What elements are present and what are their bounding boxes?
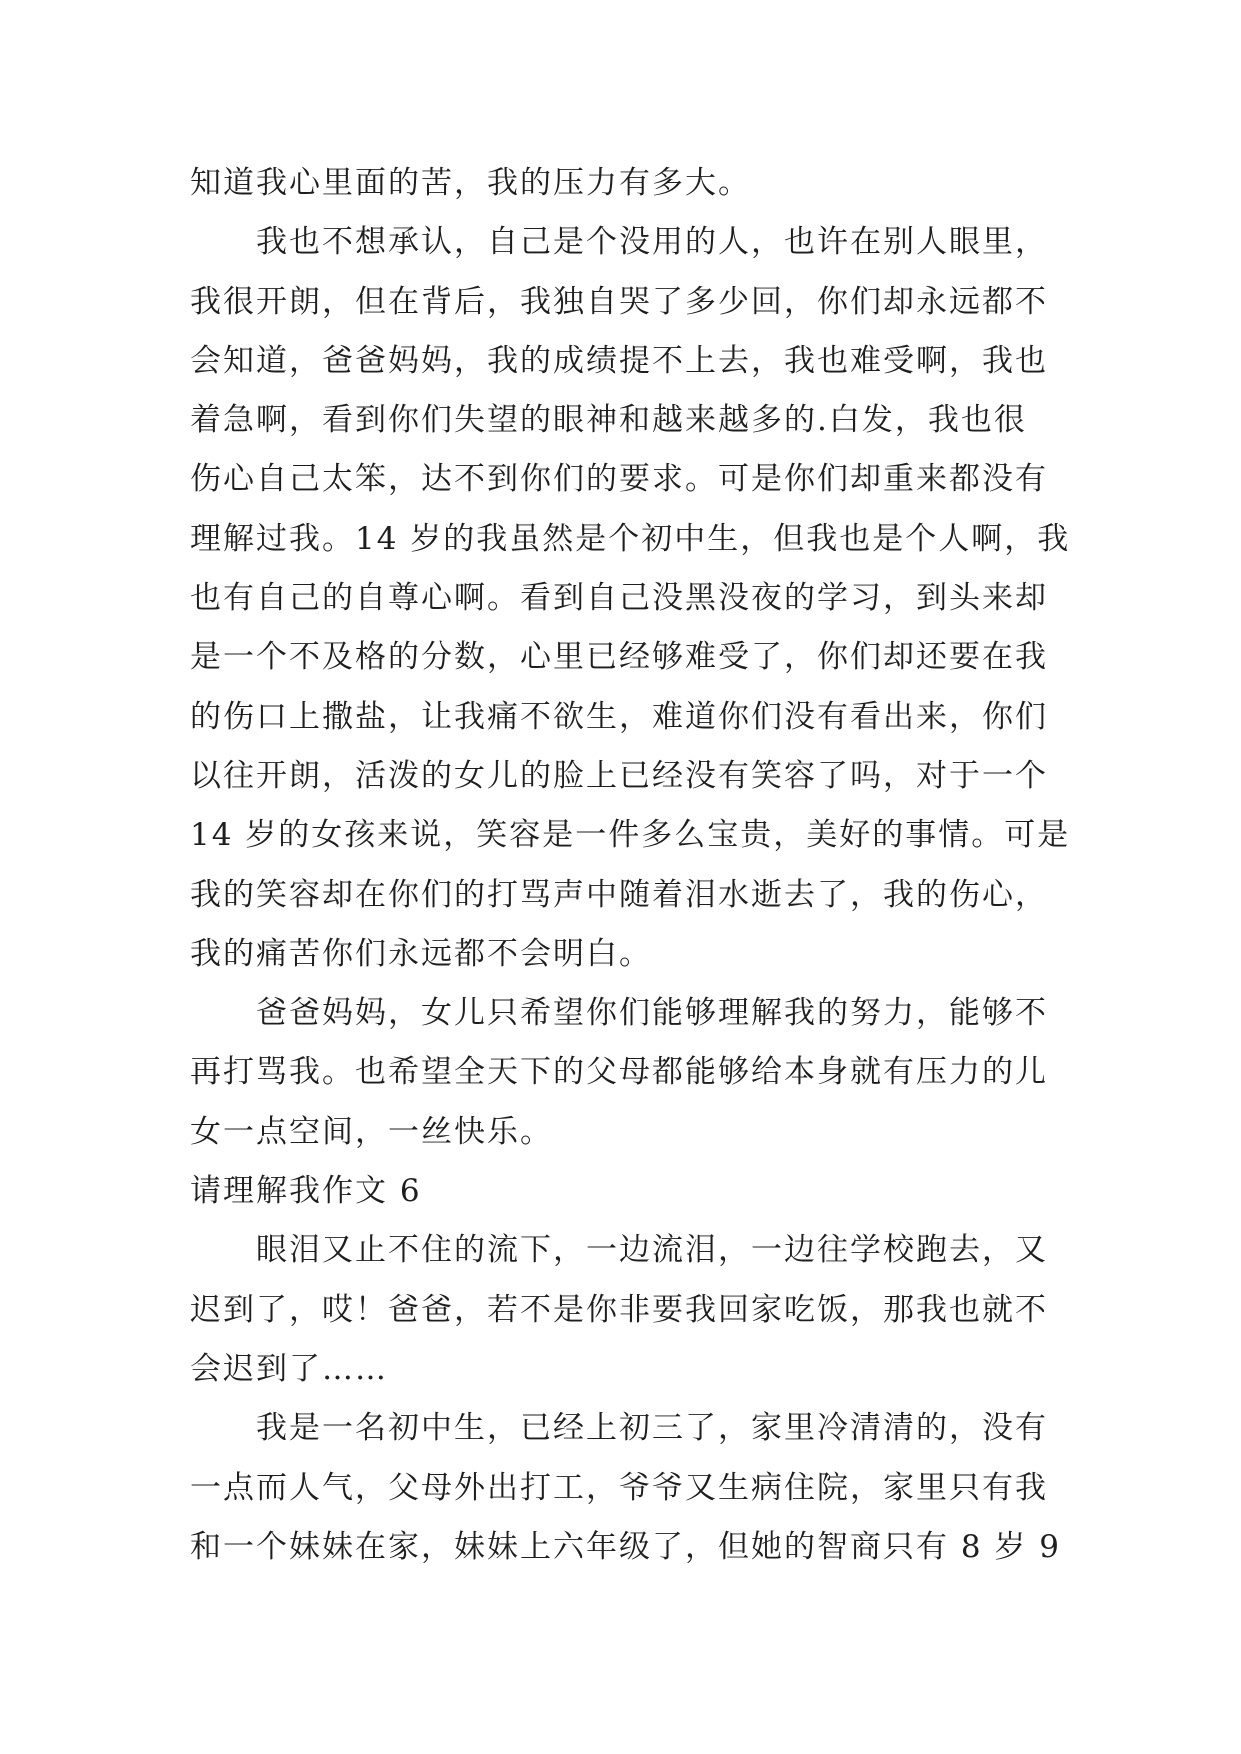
document-body [190,154,1070,1577]
text-line: 的伤口上撒盐，让我痛不欲生，难道你们没有看出来，你们 [190,698,1048,735]
text-line: 14 岁的女孩来说，笑容是一件多么宝贵，美好的事情。可是 [190,817,1071,854]
text-line: 会迟到了…… [190,1350,388,1387]
text-line: 和一个妹妹在家，妹妹上六年级了，但她的智商只有 8 岁 9 [190,1528,1062,1565]
text-line: 爸爸妈妈，女儿只希望你们能够理解我的努力，能够不 [256,995,1048,1032]
text-line: 以往开朗，活泼的女儿的脸上已经没有笑容了吗，对于一个 [190,757,1048,794]
text-line: 我的痛苦你们永远都不会明白。 [190,935,652,972]
text-line: 女一点空间，一丝快乐。 [190,1113,553,1150]
text-line: 是一个不及格的分数，心里已经够难受了，你们却还要在我 [190,639,1048,676]
text-line: 我很开朗，但在背后，我独自哭了多少回，你们却永远都不 [190,283,1048,320]
text-line: 眼泪又止不住的流下，一边流泪，一边往学校跑去，又 [256,1232,1048,1269]
text-line: 我也不想承认，自己是个没用的人，也许在别人眼里， [256,224,1048,261]
text-line: 着急啊，看到你们失望的眼神和越来越多的.白发，我也很 [190,402,1027,439]
text-line: 我的笑容却在你们的打骂声中随着泪水逝去了，我的伤心， [190,876,1048,913]
section-heading: 请理解我作文 6 [190,1173,422,1210]
text-line: 一点而人气，父母外出打工，爷爷又生病住院，家里只有我 [190,1469,1048,1506]
text-line: 知道我心里面的苦，我的压力有多大。 [190,165,751,201]
text-line: 伤心自己太笨，达不到你们的要求。可是你们却重来都没有 [190,461,1048,498]
text-line: 理解过我。14 岁的我虽然是个初中生，但我也是个人啊，我 [190,520,1071,557]
text-line: 我是一名初中生，已经上初三了，家里冷清清的，没有 [256,1410,1048,1447]
text-line: 会知道，爸爸妈妈，我的成绩提不上去，我也难受啊，我也 [190,342,1048,379]
text-line: 再打骂我。也希望全天下的父母都能够给本身就有压力的儿 [190,1054,1048,1091]
text-line: 也有自己的自尊心啊。看到自己没黑没夜的学习，到头来却 [190,580,1048,617]
text-line: 迟到了，哎！爸爸，若不是你非要我回家吃饭，那我也就不 [190,1291,1048,1328]
